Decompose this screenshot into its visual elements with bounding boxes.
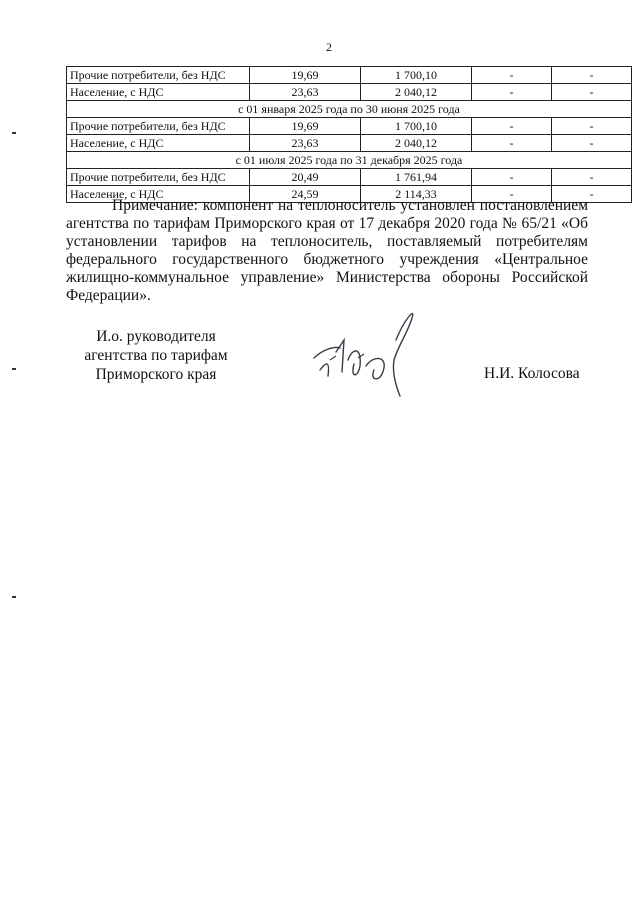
consumer-category-cell: Прочие потребители, без НДС — [67, 169, 250, 186]
empty-value-cell: - — [472, 135, 552, 152]
consumer-category-cell: Прочие потребители, без НДС — [67, 118, 250, 135]
consumer-category-cell: Прочие потребители, без НДС — [67, 67, 250, 84]
empty-value-cell: - — [552, 67, 632, 84]
tariff-table — [66, 66, 632, 203]
tariff-value-cell: 23,63 — [250, 84, 361, 101]
signatory-title — [66, 327, 246, 384]
tariff-value-cell: 20,49 — [250, 169, 361, 186]
period-label: с 01 января 2025 года по 30 июня 2025 года — [67, 101, 632, 118]
tariff-value-cell: 23,63 — [250, 135, 361, 152]
margin-mark — [12, 596, 16, 598]
page-number: 2 — [326, 40, 332, 54]
empty-value-cell: - — [472, 118, 552, 135]
consumer-category-cell: Население, с НДС — [67, 135, 250, 152]
tariff-value-cell: 24,59 — [250, 186, 361, 203]
note-paragraph: Примечание: компонент на теплоноситель установлен постановлением агентства по тарифам Приморского края от 17 декабря 2020 года № 65/21 «Об установлении тарифов на теплоноситель, поставляемый потребителям федерального государственного бюджетного учреждения «Центральное жилищно-коммунальное управление» Министерства обороны Российской Федерации». — [66, 197, 588, 304]
signer-name: Н.И. Колосова — [484, 365, 580, 382]
margin-mark — [12, 368, 16, 370]
table-row — [67, 135, 632, 152]
consumer-category-cell: Население, с НДС — [67, 84, 250, 101]
signatory-line-2: агентства по тарифам — [84, 347, 228, 364]
tariff-value-cell: 2 040,12 — [361, 84, 472, 101]
handwritten-signature — [300, 300, 430, 410]
margin-mark — [12, 132, 16, 134]
empty-value-cell: - — [552, 84, 632, 101]
table-period-row — [67, 101, 632, 118]
tariff-value-cell: 1 700,10 — [361, 118, 472, 135]
tariff-value-cell: 2 040,12 — [361, 135, 472, 152]
empty-value-cell: - — [552, 118, 632, 135]
empty-value-cell: - — [472, 84, 552, 101]
period-label: с 01 июля 2025 года по 31 декабря 2025 года — [67, 152, 632, 169]
tariff-value-cell: 19,69 — [250, 118, 361, 135]
empty-value-cell: - — [472, 67, 552, 84]
signatory-line-3: Приморского края — [95, 366, 217, 383]
table-row — [67, 169, 632, 186]
tariff-value-cell: 19,69 — [250, 67, 361, 84]
table-row — [67, 67, 632, 84]
empty-value-cell: - — [552, 186, 632, 203]
empty-value-cell: - — [472, 186, 552, 203]
consumer-category-cell: Население, с НДС — [67, 186, 250, 203]
signatory-line-1: И.о. руководителя — [96, 328, 216, 345]
empty-value-cell: - — [472, 169, 552, 186]
table-row — [67, 84, 632, 101]
tariff-value-cell: 1 700,10 — [361, 67, 472, 84]
tariff-value-cell: 1 761,94 — [361, 169, 472, 186]
table-period-row — [67, 152, 632, 169]
table-row — [67, 118, 632, 135]
tariff-value-cell: 2 114,33 — [361, 186, 472, 203]
empty-value-cell: - — [552, 169, 632, 186]
empty-value-cell: - — [552, 135, 632, 152]
